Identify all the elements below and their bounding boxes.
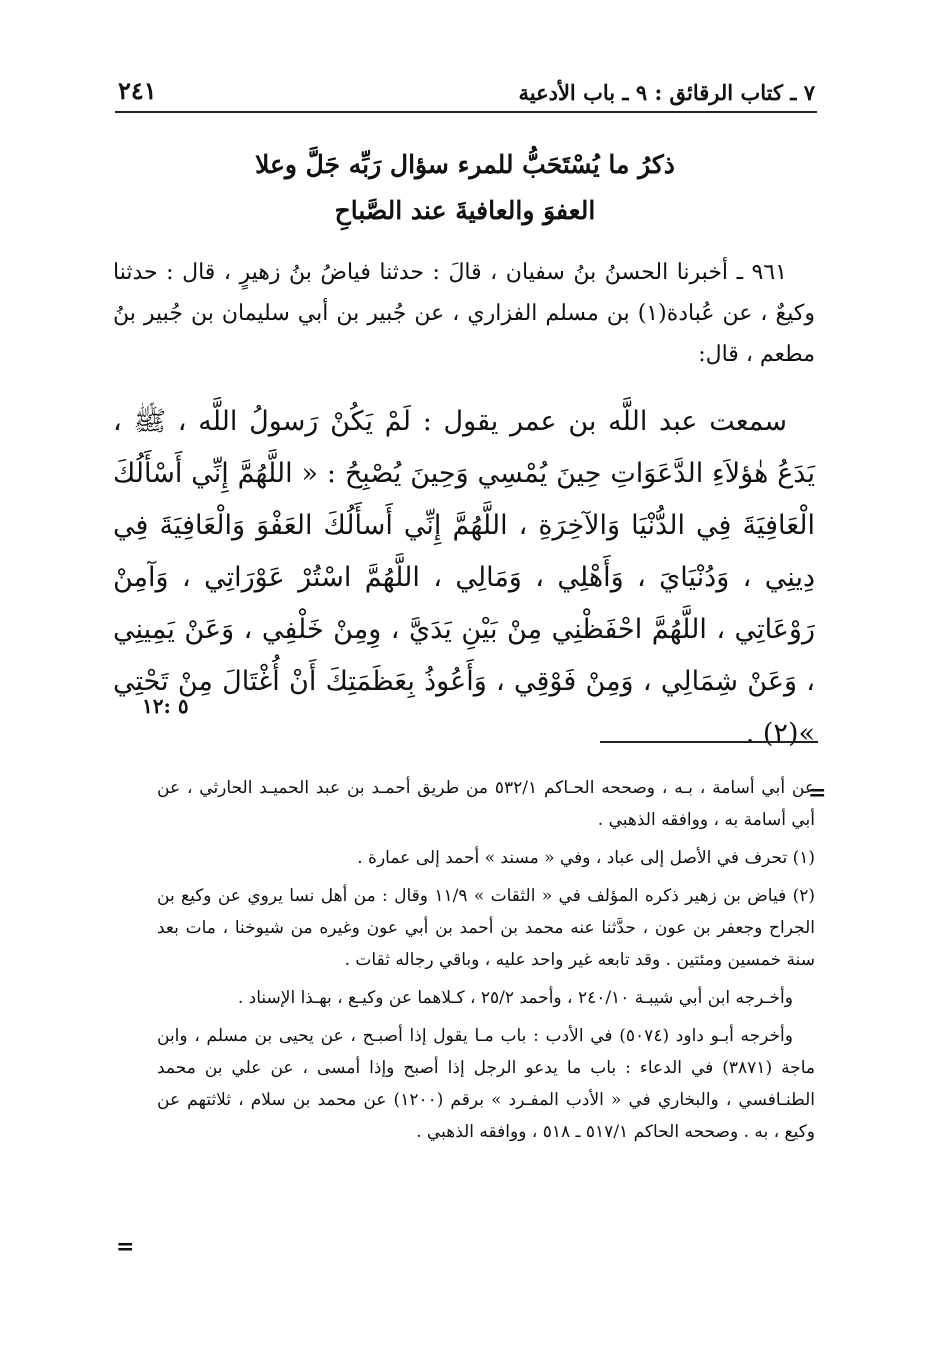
footnote-2-paragraph-2: وأخـرجه ابن أبي شيبـة ٢٤٠/١٠ ، وأحمد ٢٥/٢ ، كـلاهما عن وكيـع ، بهـذا الإسناد . <box>237 988 793 1008</box>
continuation-mark-bottom: = <box>116 1234 135 1260</box>
continuation-mark-top: = <box>808 780 827 806</box>
footnotes-block <box>157 772 815 1154</box>
header-rule <box>115 111 817 113</box>
running-header-title: ٧ ـ كتاب الرقائق : ٩ ـ باب الأدعية <box>518 80 815 105</box>
page-number: ٢٤١ <box>118 76 157 105</box>
footnote-2-paragraph-3: وأخرجه أبـو داود (٥٠٧٤) في الأدب : باب مـا يقول إذا أصبـح ، عن يحيى بن مسلم ، وابن ماجة (٣٨٧١) في الدعاء : باب ما يدعو الرجل إذا أصبح وإذا أمسى ، عن علي بن محمد الطنـافسي ، والبخاري في « الأدب المفـرد » برقم (١٢٠٠) عن محمد بن سلام ، ثلاثتهم عن وكيع ، به . وصححه الحاكم ٥١٧/١ ـ ٥١٨ ، ووافقه الذهبي . <box>157 1026 816 1142</box>
isnad-paragraph: ٩٦١ ـ أخبرنا الحسنُ بنُ سفيان ، قالَ : حدثنا فياضُ بنُ زهيرٍ ، قال : حدثنا وكيعٌ ، عن عُبادة(١) بن مسلم الفزاري ، عن جُبير بن أبي سليمان بن جُبير بنُ مطعم ، قال: <box>113 260 815 367</box>
isnad-block <box>113 252 815 375</box>
hadith-paragraph: سمعت عبد اللَّه بن عمر يقول : لَمْ يَكُنْ رَسولُ اللَّه ، ﷺ ، يَدَعُ هٰؤلاَءِ الدَّعَوَاتِ حِينَ يُمْسِي وَحِينَ يُصْبِحُ : « اللَّهُمَّ إِنِّي أَسْأَلُكَ الْعَافِيَةَ فِي الدُّنْيَا وَالآخِرَةِ ، اللَّهُمَّ إِنِّي أَسأَلُكَ العَفْوَ وَالْعَافِيَةَ فِي دِينِي ، وَدُنْيَايَ ، وَأَهْلِي ، وَمَالِي ، اللَّهُمَّ اسْتُرْ عَوْرَاتِي ، وَآمِنْ رَوْعَاتِي ، اللَّهُمَّ احْفَظْنِي مِنْ بَيْنِ يَدَيَّ ، وِمِنْ خَلْفِي ، وَعَنْ يَمِينِي ، وَعَنْ شِمَالِي ، وَمِنْ فَوْقِي ، وَأَعُوذُ بِعَظَمَتِكَ أَنْ أُغْتَالَ مِنْ تَحْتِي »(٢) . <box>113 406 815 749</box>
hadith-block <box>113 396 815 760</box>
footnote-continued: عن أبي أسامة ، بـه ، وصححه الحـاكم ٥٣٢/١ من طريق أحمـد بن عبد الحميـد الحارثي ، عن أبي أسامة به ، ووافقه الذهبي . <box>157 778 815 830</box>
footnote-separator <box>600 741 818 743</box>
chapter-heading-line-2: العفوَ والعافيةَ عند الصَّباحِ <box>334 196 596 225</box>
footnote-2: (٢) فياض بن زهير ذكره المؤلف في « الثقات » ١١/٩ وقال : من أهل نسا يروي عن وكيع بن الجراح وجعفر بن عون ، حدَّثنا عنه محمد بن أحمد بن أبي عون وغيره من شيوخنا ، مات بعد سنة خمسين ومئتين . وقد تابعه غير واحد عليه ، وباقي رجاله ثقات . <box>157 886 815 970</box>
footnote-1: (١) تحرف في الأصل إلى عباد ، وفي « مسند » أحمد إلى عمارة . <box>357 848 815 868</box>
margin-reference: ٥ :١٢ <box>142 694 189 718</box>
chapter-heading-line-1: ذكرُ ما يُسْتَحَبُّ للمرء سؤال رَبِّه جَلَّ وعلا <box>255 150 675 179</box>
